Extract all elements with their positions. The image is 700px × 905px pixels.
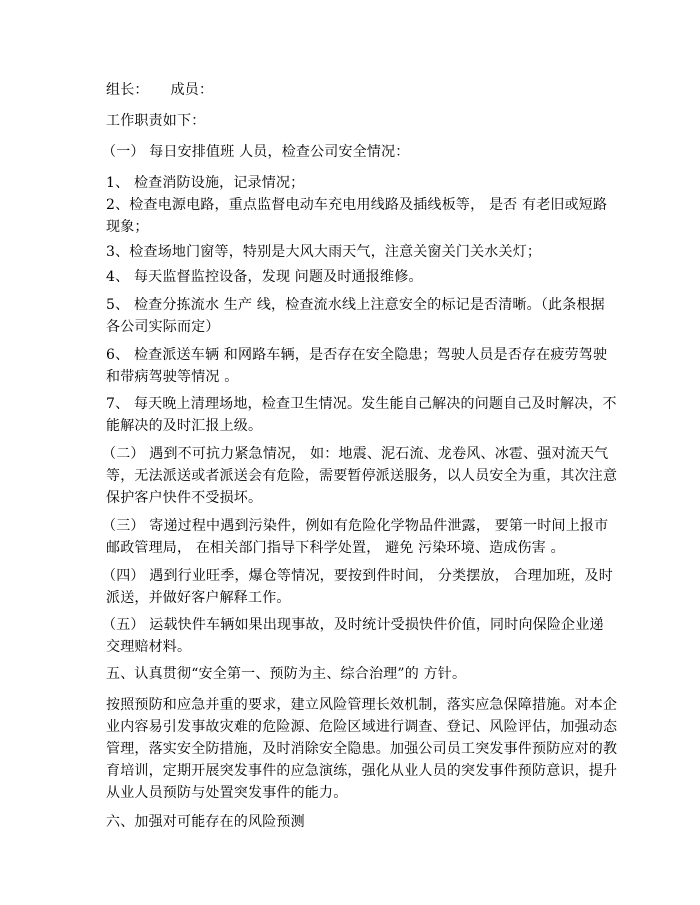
section-5-line-2: 交理赔材料。 xyxy=(106,639,192,655)
section-2-line-2: 等，无法派送或者派送会有危险，需要暂停派送服务，以人员安全为重，其次注意 xyxy=(106,468,618,484)
team-leader-line xyxy=(106,79,606,102)
duties-heading: 工作职责如下： xyxy=(106,113,206,129)
part-5-body-line-3: 管理，落实安全防措施，及时消除安全隐患。加强公司员工突发事件预防应对的教 xyxy=(106,741,618,757)
members-label: 成员： xyxy=(170,82,214,98)
part-5-body-line-2: 业内容易引发事故灾难的危险源、危险区域进行调查、登记、风险评估，加强动态 xyxy=(106,719,618,735)
team-leader-label: 组长： xyxy=(106,82,149,98)
item-7-line-1: 7、 每天晚上清理场地，检查卫生情况。发生能自己解决的问题自己及时解决，不 xyxy=(106,396,617,412)
section-3-line-2: 邮政管理局， 在相关部门指导下科学处置， 避免 污染环境、造成伤害 。 xyxy=(106,540,565,556)
part-5-body-line-4: 育培训，定期开展突发事件的应急演练，强化从业人员的突发事件预防意识，提升 xyxy=(106,763,618,779)
item-7-line-2: 能解决的及时汇报上级。 xyxy=(106,418,263,434)
section-4-line-1: （四） 遇到行业旺季，爆仓等情况，要按到件时间， 分类摆放， 合理加班，及时 xyxy=(102,568,613,584)
part-5-body-line-5: 从业人员预防与处置突发事件的能力。 xyxy=(106,785,348,801)
item-1: 1、 检查消防设施，记录情况； xyxy=(106,175,305,191)
item-5-line-1: 5、 检查分拣流水 生产 线，检查流水线上注意安全的标记是否清晰。（此条根据 xyxy=(106,297,605,313)
section-2-line-1: （二） 遇到不可抗力紧急情况， 如：地震、泥石流、龙卷风、冰雹、强对流天气 xyxy=(102,446,609,462)
item-4: 4、 每天监督监控设备，发现 问题及时通报维修。 xyxy=(106,269,423,285)
item-2-line-1: 2、检查电源电路，重点监督电动车充电用线路及插线板等， 是否 有老旧或短路 xyxy=(106,197,608,213)
item-6-line-2: 和带病驾驶等情况 。 xyxy=(106,369,239,385)
section-5-line-1: （五） 运载快件车辆如果出现事故，及时统计受损快件价值，同时向保险企业递 xyxy=(102,617,604,633)
section-4-line-2: 派送，并做好客户解释工作。 xyxy=(106,590,291,606)
item-3: 3、检查场地门窗等，特别是大风大雨天气，注意关窗关门关水关灯； xyxy=(106,244,542,260)
item-6-line-1: 6、 检查派送车辆 和网路车辆，是否存在安全隐患；驾驶人员是否存在疲劳驾驶 xyxy=(106,347,608,363)
part-6-heading: 六、加强对可能存在的风险预测 xyxy=(106,814,305,830)
part-5-heading: 五、认真贯彻“安全第一、预防为主、综合治理”的 方针。 xyxy=(106,666,467,682)
section-1-heading: （一） 每日安排值班 人员，检查公司安全情况： xyxy=(102,144,410,160)
section-2-line-3: 保护客户快件不受损坏。 xyxy=(106,490,263,506)
item-2-line-2: 现象； xyxy=(106,219,149,235)
section-3-line-1: （三） 寄递过程中遇到污染件，例如有危险化学物品件泄露， 要第一时间上报市 xyxy=(102,518,609,534)
item-5-line-2: 各公司实际而定） xyxy=(106,319,220,335)
part-5-body-line-1: 按照预防和应急并重的要求，建立风险管理长效机制，落实应急保障措施。对本企 xyxy=(106,697,618,713)
